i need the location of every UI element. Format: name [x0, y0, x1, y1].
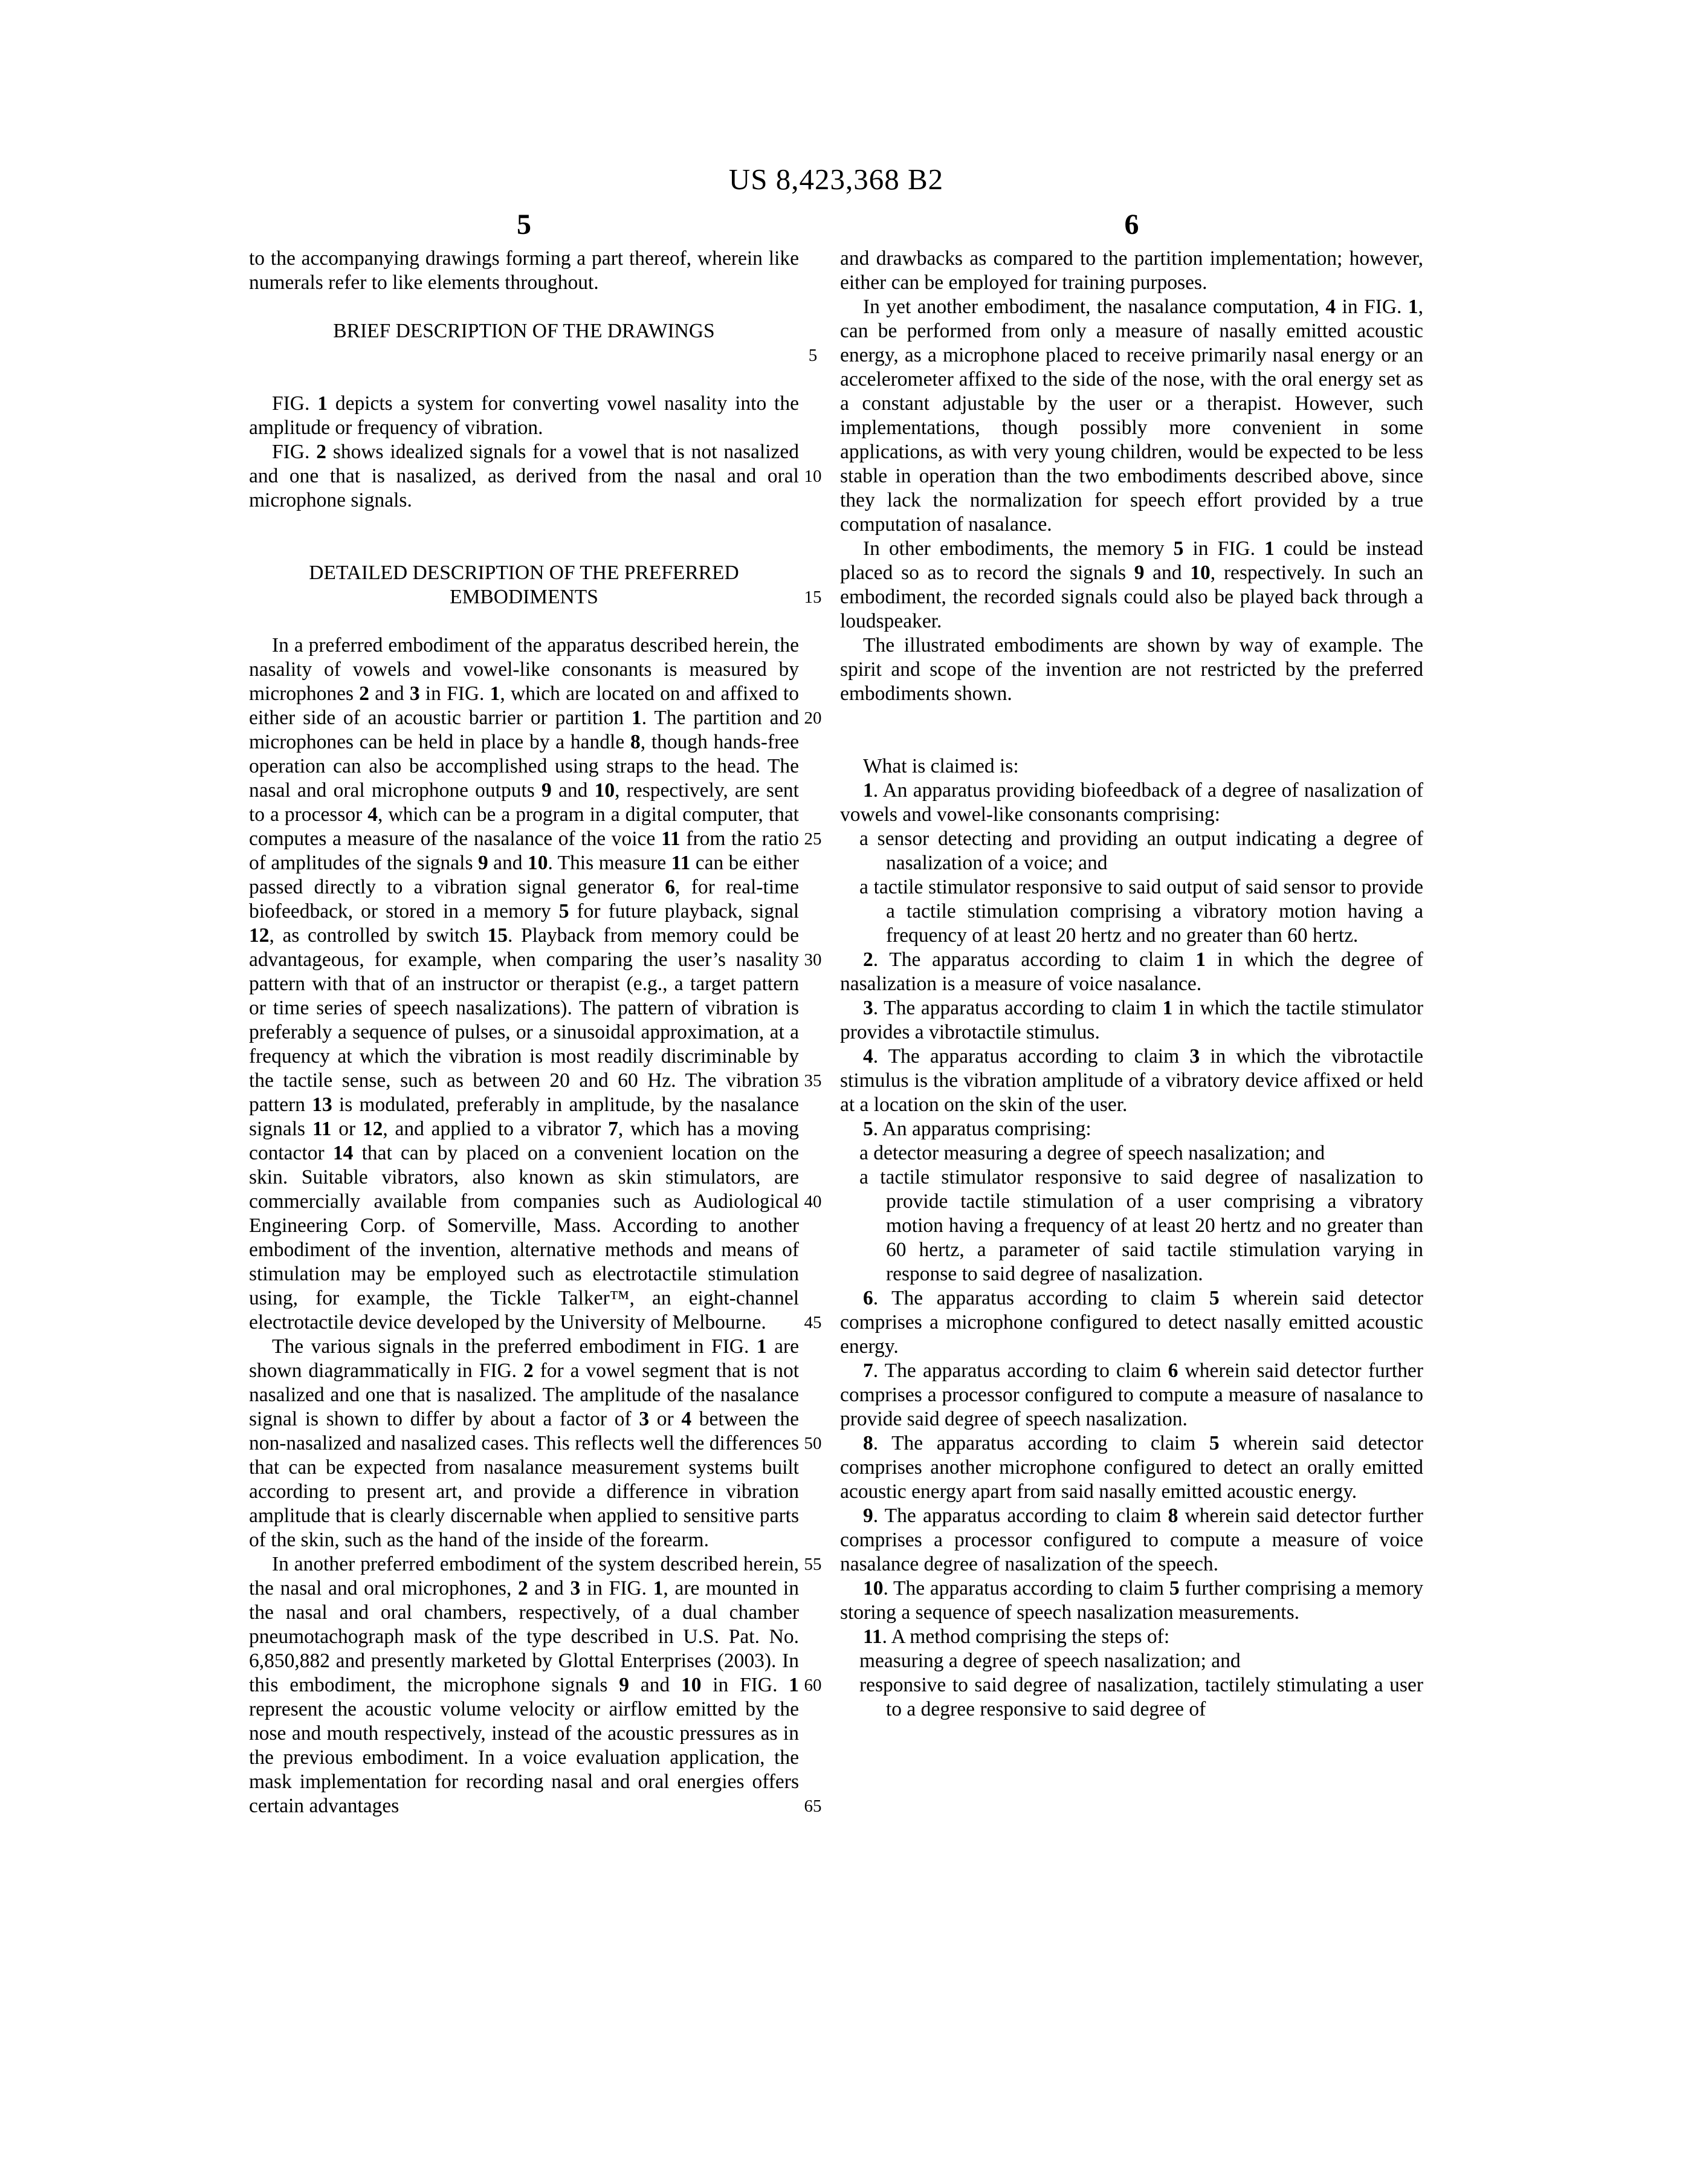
body-paragraph: In other embodiments, the memory 5 in FIG. 1 could be instead placed so as to record the signals 9 and 10, respectively. In such an embodiment, the recorded signals could also be played back through a loudspeaker.	[840, 537, 1423, 632]
claim-element: responsive to said degree of nasalization, tactilely stimulating a user to a degree responsive to said degree of	[859, 1674, 1423, 1720]
claim-paragraph: 6. The apparatus according to claim 5 wherein said detector comprises a microphone configured to detect nasally emitted acoustic energy.	[840, 1287, 1423, 1358]
body-paragraph: to the accompanying drawings forming a part thereof, wherein like numerals refer to like elements throughout.	[249, 247, 799, 294]
gutter-line-number-60: 60	[804, 1676, 822, 1695]
gutter-line-number-40: 40	[804, 1192, 822, 1211]
claim-paragraph: 4. The apparatus according to claim 3 in which the vibrotactile stimulus is the vibration amplitude of a vibratory device affixed or held at a location on the skin of the user.	[840, 1045, 1424, 1116]
gutter-line-number-20: 20	[804, 708, 822, 728]
gutter-line-number-65: 65	[804, 1797, 822, 1816]
claim-paragraph: 2. The apparatus according to claim 1 in which the degree of nasalization is a measure of voice nasalance.	[840, 948, 1423, 995]
claim-paragraph: 5. An apparatus comprising:	[863, 1118, 1091, 1140]
body-paragraph: In a preferred embodiment of the apparatus described herein, the nasality of vowels and vowel-like consonants is measured by microphones 2 and 3 in FIG. 1, which are located on and affixed to either side of an acoustic barrier or partition 1. The partition and microphones can be held in place by a handle 8, though hands-free operation can also be accomplished using straps to the head. The nasal and oral microphone outputs 9 and 10, respectively, are sent to a processor 4, which can be a program in a digital computer, that computes a measure of the nasalance of the voice 11 from the ratio of amplitudes of the signals 9 and 10. This measure 11 can be either passed directly to a vibration signal generator 6, for real-time biofeedback, or stored in a memory 5 for future playback, signal 12, as controlled by switch 15. Playback from memory could be advantageous, for example, when comparing the user’s nasality pattern with that of an instructor or therapist (e.g., a target pattern or time series of speech nasalizations). The pattern of vibration is preferably a sequence of pulses, or a sinusoidal approximation, at a frequency at which the vibration is most readily discriminable by the tactile sense, such as between 20 and 60 Hz. The vibration pattern 13 is modulated, preferably in amplitude, by the nasalance signals 11 or 12, and applied to a vibrator 7, which has a moving contactor 14 that can by placed on a convenient location on the skin. Suitable vibrators, also known as skin stimulators, are commercially available from companies such as Audiological Engineering Corp. of Somerville, Mass. According to another embodiment of the invention, alternative methods and means of stimulation may be employed such as electrotactile stimulation using, for example, the Tickle Talker™, an eight-channel electrotactile device developed by the University of Melbourne.	[249, 634, 800, 1333]
gutter-line-number-30: 30	[804, 950, 822, 970]
section-heading: DETAILED DESCRIPTION OF THE PREFERRED EMBODIMENTS	[309, 562, 739, 608]
body-paragraph: and drawbacks as compared to the partition implementation; however, either can be employed for training purposes.	[840, 247, 1423, 294]
gutter-line-number-15: 15	[804, 588, 822, 607]
claim-paragraph: 9. The apparatus according to claim 8 wherein said detector further comprises a processor configured to compute a measure of voice nasalance degree of nasalization of the speech.	[840, 1505, 1423, 1575]
claim-element: a sensor detecting and providing an output indicating a degree of nasalization of a voice; and	[859, 828, 1423, 874]
body-paragraph: The illustrated embodiments are shown by way of example. The spirit and scope of the invention are not restricted by the preferred embodiments shown.	[840, 634, 1423, 705]
body-paragraph: FIG. 1 depicts a system for converting vowel nasality into the amplitude or frequency of vibration.	[249, 392, 799, 439]
claim-element: a tactile stimulator responsive to said output of said sensor to provide a tactile stimulation comprising a vibratory motion having a frequency of at least 20 hertz and no greater than 60 hertz.	[859, 876, 1423, 947]
claim-paragraph: 7. The apparatus according to claim 6 wherein said detector further comprises a processor configured to compute a measure of nasalance to provide said degree of speech nasalization.	[840, 1359, 1423, 1430]
gutter-line-number-10: 10	[804, 467, 822, 486]
patent-publication-number: US 8,423,368 B2	[728, 163, 944, 196]
column-number-right: 6	[1124, 209, 1139, 241]
body-paragraph: What is claimed is:	[863, 755, 1019, 777]
claim-paragraph: 8. The apparatus according to claim 5 wherein said detector comprises another microphone configured to detect an orally emitted acoustic energy apart from said nasally emitted acoustic energy.	[840, 1432, 1423, 1503]
claim-element: measuring a degree of speech nasalization; and	[859, 1650, 1241, 1672]
claim-paragraph: 11. A method comprising the steps of:	[863, 1625, 1170, 1648]
body-paragraph: The various signals in the preferred embodiment in FIG. 1 are shown diagrammatically in FIG. 2 for a vowel segment that is not nasalized and one that is nasalized. The amplitude of the nasalance signal is shown to differ by about a factor of 3 or 4 between the non-nasalized and nasalized cases. This reflects well the differences that can be expected from nasalance measurement systems built according to present art, and provide a difference in vibration amplitude that is clearly discernable when applied to sensitive parts of the skin, such as the hand of the inside of the forearm.	[249, 1335, 800, 1551]
right-column-text	[840, 247, 1423, 1722]
claim-paragraph: 3. The apparatus according to claim 1 in which the tactile stimulator provides a vibrotactile stimulus.	[840, 997, 1423, 1043]
claim-paragraph: 1. An apparatus providing biofeedback of a degree of nasalization of vowels and vowel-like consonants comprising:	[840, 779, 1423, 826]
body-paragraph: In another preferred embodiment of the system described herein, the nasal and oral microphones, 2 and 3 in FIG. 1, are mounted in the nasal and oral chambers, respectively, of a dual chamber pneumotachograph mask of the type described in U.S. Pat. No. 6,850,882 and presently marketed by Glottal Enterprises (2003). In this embodiment, the microphone signals 9 and 10 in FIG. 1 represent the acoustic volume velocity or airflow emitted by the nose and mouth respectively, instead of the acoustic pressures as in the previous embodiment. In a voice evaluation application, the mask implementation for recording nasal and oral energies offers certain advantages	[249, 1553, 799, 1817]
body-paragraph: FIG. 2 shows idealized signals for a vowel that is not nasalized and one that is nasalized, as derived from the nasal and oral microphone signals.	[249, 441, 799, 511]
gutter-line-number-25: 25	[804, 829, 822, 849]
claim-paragraph: 10. The apparatus according to claim 5 further comprising a memory storing a sequence of speech nasalization measurements.	[840, 1577, 1423, 1624]
gutter-line-number-50: 50	[804, 1434, 822, 1453]
section-heading: BRIEF DESCRIPTION OF THE DRAWINGS	[333, 320, 715, 342]
gutter-line-number-35: 35	[804, 1071, 822, 1090]
column-number-left: 5	[517, 209, 531, 241]
gutter-line-number-5: 5	[808, 346, 818, 365]
claim-element: a tactile stimulator responsive to said degree of nasalization to provide tactile stimulation of a user comprising a vibratory motion having a frequency of at least 20 hertz and no greater than 60 hertz, a parameter of said tactile stimulation varying in response to said degree of nasalization.	[859, 1166, 1423, 1285]
gutter-line-number-45: 45	[804, 1313, 822, 1332]
gutter-line-number-55: 55	[804, 1555, 822, 1574]
body-paragraph: In yet another embodiment, the nasalance computation, 4 in FIG. 1, can be performed from only a measure of nasally emitted acoustic energy, as a microphone placed to receive primarily nasal energy or an accelerometer affixed to the side of the nose, with the oral energy set as a constant adjustable by the user or a therapist. However, such implementations, though possibly more convenient in some applications, as with very young children, would be expected to be less stable in operation than the two embodiments described above, since they lack the normalization for speech effort provided by a true computation of nasalance.	[840, 296, 1423, 536]
claim-element: a detector measuring a degree of speech nasalization; and	[859, 1142, 1325, 1164]
left-column-text	[249, 247, 799, 1818]
